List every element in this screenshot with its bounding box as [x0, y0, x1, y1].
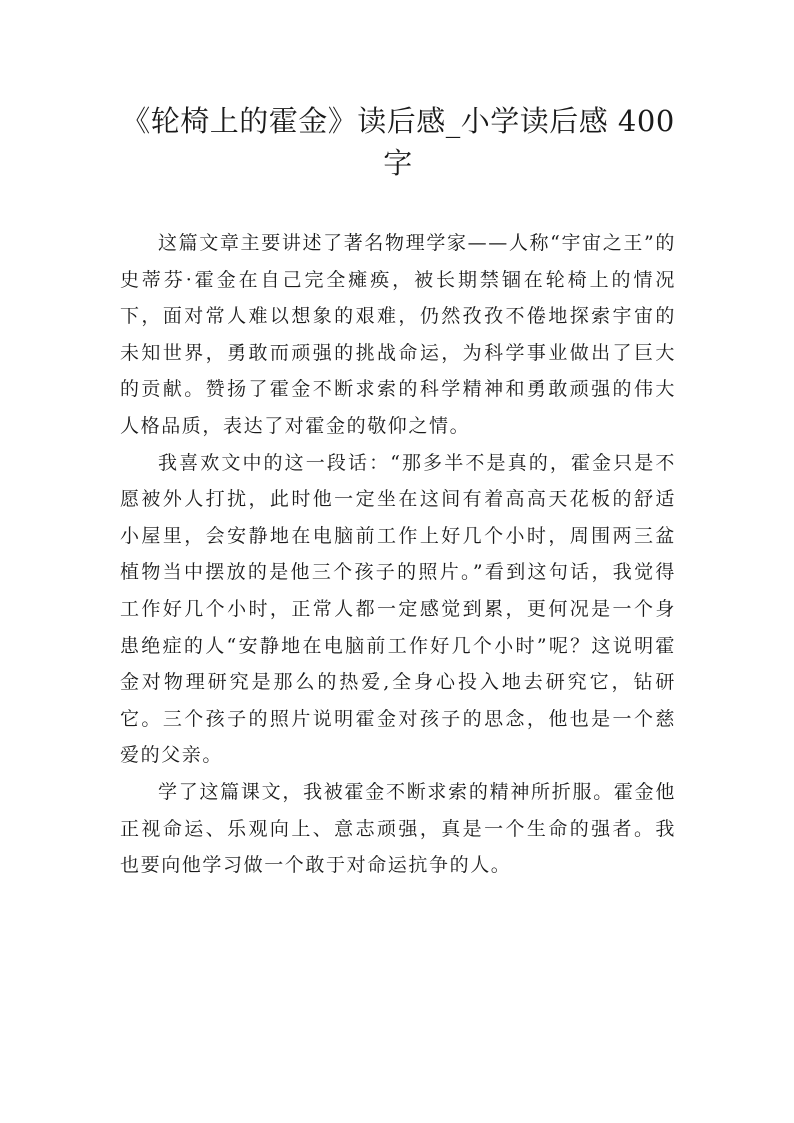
document-title: 《轮椅上的霍金》读后感_小学读后感 400 字: [121, 104, 675, 180]
paragraph-summary: 这篇文章主要讲述了著名物理学家——人称“宇宙之王”的史蒂芬·霍金在自己完全瘫痪，被长期禁锢在轮椅上的情况下，面对常人难以想象的艰难，仍然孜孜不倦地探索宇宙的未知世界，勇敢而顽强的挑战命运，为科学事业做出了巨大的贡献。赞扬了霍金不断求索的科学精神和勇敢顽强的伟大人格品质，表达了对霍金的敬仰之情。: [120, 232, 676, 437]
paragraph-favorite-passage: 我喜欢文中的这一段话：“那多半不是真的，霍金只是不愿被外人打扰，此时他一定坐在这间有着高高天花板的舒适小屋里，会安静地在电脑前工作上好几个小时，周围两三盆植物当中摆放的是他三个孩子的照片。”看到这句话，我觉得工作好几个小时，正常人都一定感觉到累，更何况是一个身患绝症的人“安静地在电脑前工作好几个小时”呢？这说明霍金对物理研究是那么的热爱,全身心投入地去研究它，钻研它。三个孩子的照片说明霍金对孩子的思念，他也是一个慈爱的父亲。: [120, 451, 676, 767]
document-body: [120, 225, 676, 884]
paragraph-conclusion: 学了这篇课文，我被霍金不断求索的精神所折服。霍金他正视命运、乐观向上、意志顽强，真是一个生命的强者。我也要向他学习做一个敢于对命运抗争的人。: [120, 780, 676, 877]
